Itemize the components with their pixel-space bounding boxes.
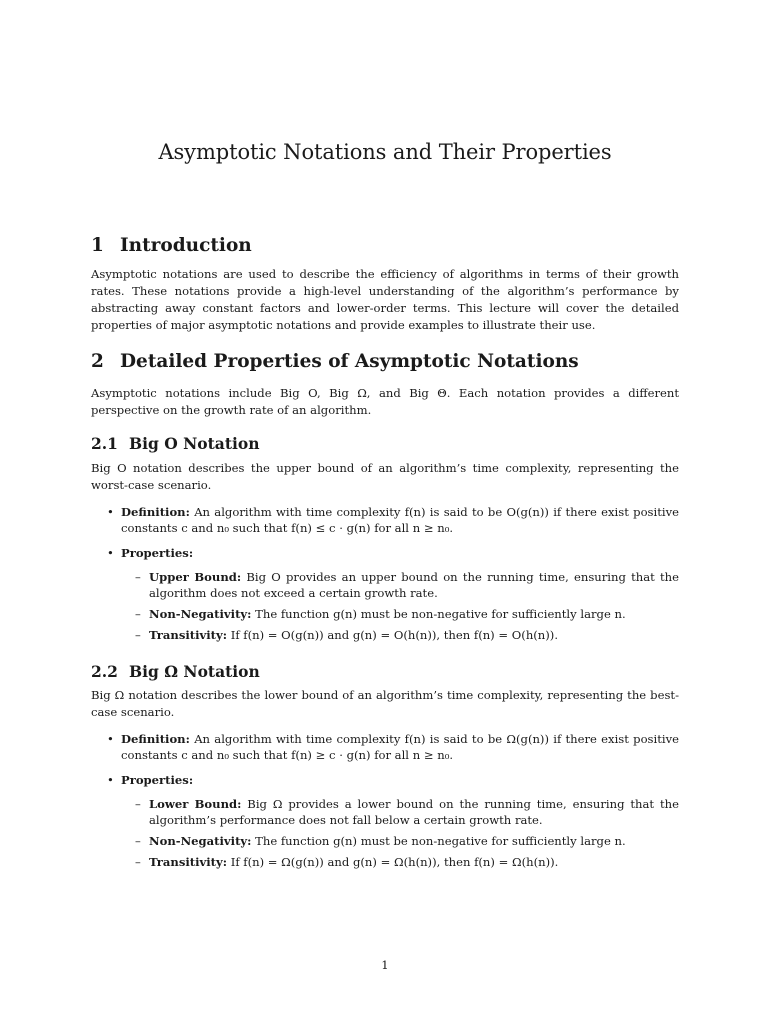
subsection-number: 2.1 bbox=[91, 434, 118, 453]
list-item-properties bbox=[91, 545, 679, 643]
property-text: The function g(n) must be non-negative for sufficiently large n. bbox=[255, 607, 626, 621]
property-item bbox=[91, 833, 679, 849]
property-item bbox=[91, 606, 679, 622]
subsection-number: 2.2 bbox=[91, 662, 118, 681]
property-text: Big Ω provides a lower bound on the running time, ensuring that the algorithm’s performance does not fall below a certain growth rate. bbox=[149, 797, 679, 827]
property-label: Non-Negativity: bbox=[149, 834, 252, 848]
property-label: Transitivity: bbox=[149, 855, 228, 869]
property-label: Non-Negativity: bbox=[149, 607, 252, 621]
properties-sublist bbox=[91, 569, 679, 643]
property-item bbox=[91, 796, 679, 828]
big-o-list bbox=[91, 504, 679, 648]
section-number: 2 bbox=[91, 351, 104, 372]
property-text: If f(n) = Ω(g(n)) and g(n) = Ω(h(n)), then f(n) = Ω(h(n)). bbox=[230, 855, 559, 869]
list-item-definition bbox=[91, 504, 679, 536]
properties-label: Properties: bbox=[121, 546, 194, 560]
properties-paragraph: Asymptotic notations include Big O, Big Ω, and Big Θ. Each notation provides a different perspective on the growth rate of an algorithm. bbox=[91, 386, 679, 417]
section-heading-introduction bbox=[91, 235, 252, 256]
list-item-definition bbox=[91, 731, 679, 763]
subsection-heading-big-omega bbox=[91, 662, 260, 681]
property-text: The function g(n) must be non-negative for sufficiently large n. bbox=[255, 834, 626, 848]
page-number: 1 bbox=[381, 958, 389, 972]
property-label: Lower Bound: bbox=[149, 797, 242, 811]
properties-label: Properties: bbox=[121, 773, 194, 787]
document-title: Asymptotic Notations and Their Properties bbox=[158, 140, 612, 164]
subsection-title: Big Ω Notation bbox=[129, 662, 260, 681]
definition-text: An algorithm with time complexity f(n) is said to be O(g(n)) if there exist positive constants c and n₀ such that f(n) ≤ c · g(n) for all n ≥ n₀. bbox=[121, 505, 679, 535]
property-item bbox=[91, 854, 679, 870]
section-title: Detailed Properties of Asymptotic Notations bbox=[120, 351, 579, 372]
properties-sublist bbox=[91, 796, 679, 870]
big-o-paragraph: Big O notation describes the upper bound of an algorithm’s time complexity, representing the worst-case scenario. bbox=[91, 461, 679, 492]
big-omega-paragraph: Big Ω notation describes the lower bound of an algorithm’s time complexity, representing the best-case scenario. bbox=[91, 688, 679, 719]
property-label: Upper Bound: bbox=[149, 570, 242, 584]
property-item bbox=[91, 569, 679, 601]
introduction-paragraph: Asymptotic notations are used to describe the efficiency of algorithms in terms of their growth rates. These notations provide a high-level understanding of the algorithm’s performance by abstracting away constant factors and lower-order terms. This lecture will cover the detailed properties of major asymptotic notations and provide examples to illustrate their use. bbox=[91, 267, 679, 332]
definition-label: Definition: bbox=[121, 505, 190, 519]
property-label: Transitivity: bbox=[149, 628, 228, 642]
section-title: Introduction bbox=[120, 235, 252, 256]
section-heading-properties bbox=[91, 351, 579, 372]
definition-label: Definition: bbox=[121, 732, 190, 746]
subsection-title: Big O Notation bbox=[129, 434, 260, 453]
section-number: 1 bbox=[91, 235, 104, 256]
property-text: If f(n) = O(g(n)) and g(n) = O(h(n)), then f(n) = O(h(n)). bbox=[230, 628, 559, 642]
list-item-properties bbox=[91, 772, 679, 870]
subsection-heading-big-o bbox=[91, 434, 260, 453]
big-omega-list bbox=[91, 731, 679, 875]
property-item bbox=[91, 627, 679, 643]
property-text: Big O provides an upper bound on the running time, ensuring that the algorithm does not exceed a certain growth rate. bbox=[149, 570, 680, 600]
definition-text: An algorithm with time complexity f(n) is said to be Ω(g(n)) if there exist positive constants c and n₀ such that f(n) ≥ c · g(n) for all n ≥ n₀. bbox=[121, 732, 679, 762]
